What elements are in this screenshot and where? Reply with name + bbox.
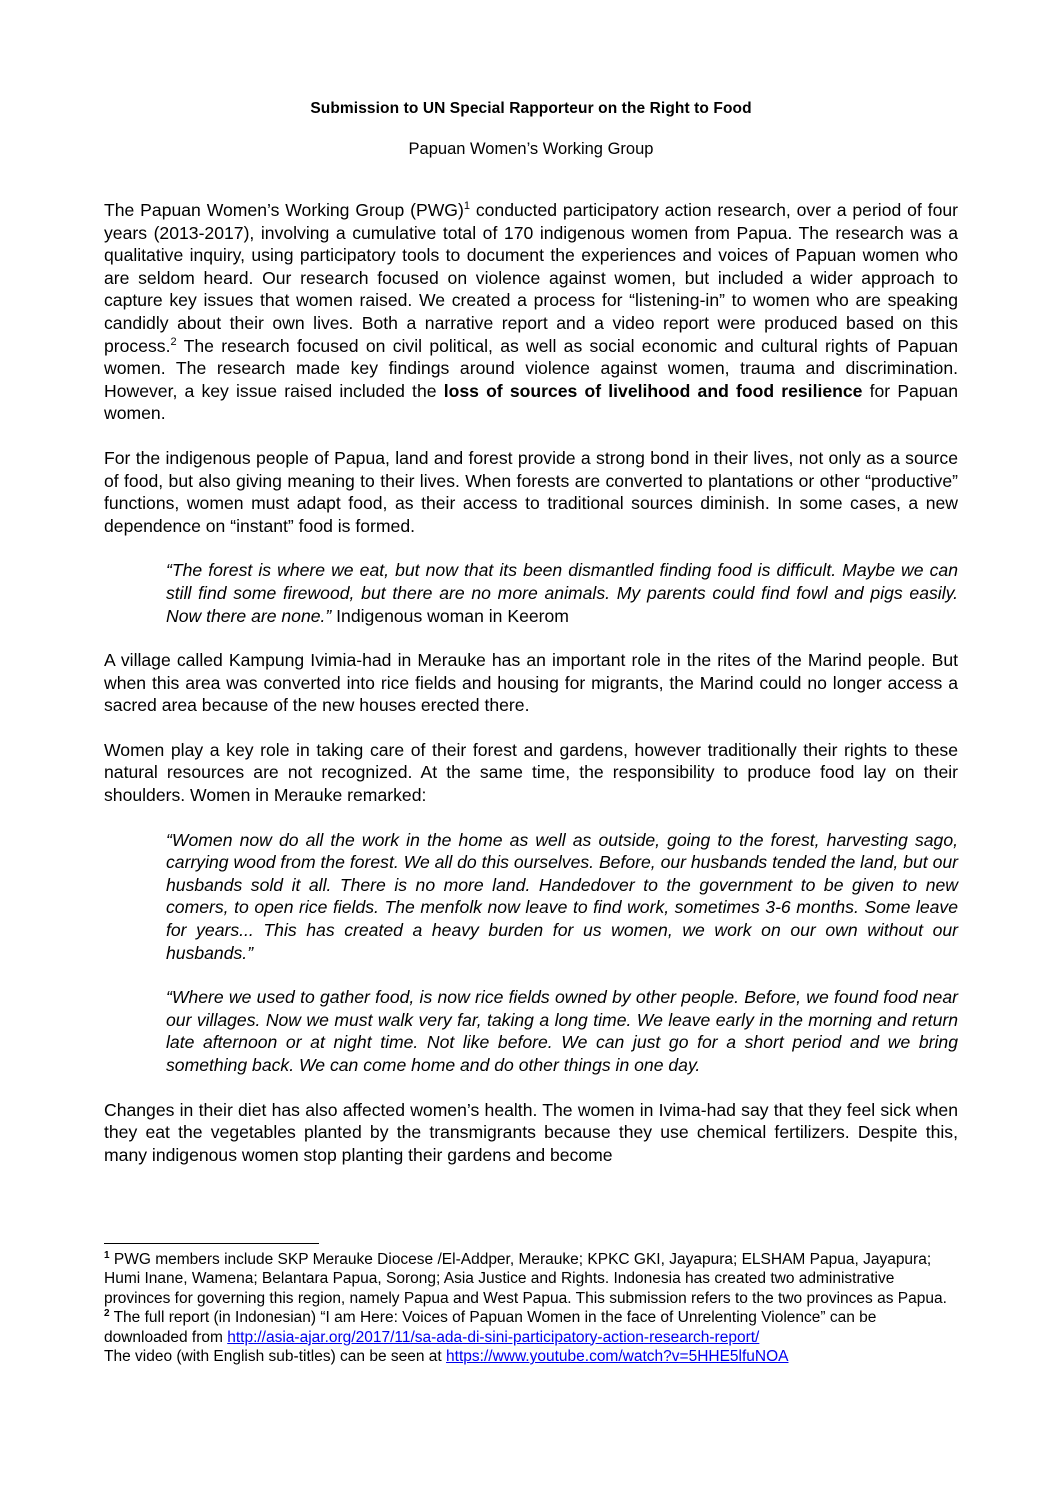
paragraph-health: Changes in their diet has also affected women’s health. The women in Ivima-had say that they feel sick when they eat the vegetables planted by the transmigrants because they use chemical fertilizers. Despite this, many indigenous women stop planting their gardens and become: [104, 1099, 958, 1165]
intro-bold-phrase: loss of sources of livelihood and food resilience: [443, 380, 863, 401]
footnote-2: [104, 1308, 958, 1366]
footnote-ref-2[interactable]: 2: [170, 335, 177, 348]
paragraph-land-forest: For the indigenous people of Papua, land and forest provide a strong bond in their lives, not only as a source of food, but also giving meaning to their lives. When forests are converted to plantations or other “productive” functions, women must adapt food, as their access to traditional sources diminish. In some cases, a new dependence on “instant” food is formed.: [104, 447, 958, 536]
footnote-1-mark: 1: [104, 1249, 110, 1261]
footnote-divider: [104, 1243, 319, 1244]
document-subtitle: Papuan Women’s Working Group: [408, 140, 654, 158]
quote-merauke-work: “Women now do all the work in the home as well as outside, going to the forest, harvesting sago, carrying wood from the forest. We all do this ourselves. Before, our husbands tended the land, but our husbands sold it all. There is no more land. Handedover to the government to be given to new comers, to open rice fields. The menfolk now leave to find work, sometimes 3-6 months. Some leave for years... This has created a heavy burden for us women, we work on our own without our husbands.”: [166, 829, 958, 963]
youtube-video-link[interactable]: https://www.youtube.com/watch?v=5HHE5lfuNOA: [446, 1348, 789, 1366]
quote-merauke-food: “Where we used to gather food, is now rice fields owned by other people. Before, we found food near our villages. Now we must walk very far, taking a long time. We leave early in the morning and return late afternoon or at night time. Not like before. We can just go for a short period and we bring something back. We can come home and do other things in one day.: [166, 987, 958, 1075]
footnotes: [104, 1250, 958, 1366]
footnote-1-text: PWG members include SKP Merauke Diocese /El-Addper, Merauke; KPKC GKI, Jayapura; ELSHAM Papua, Jayapura; Humi Inane, Wamena; Belantara Papua, Sorong; Asia Justice and Rights. Indonesia has created two administrative provinces for governing this region, namely Papua and West Papua. This submission refers to the two provinces as Papua.: [104, 1251, 947, 1307]
footnote-ref-1[interactable]: 1: [463, 200, 470, 213]
report-download-link[interactable]: http://asia-ajar.org/2017/11/sa-ada-di-sini-participatory-action-research-report/: [227, 1328, 760, 1346]
quote-keerom-attribution: Indigenous woman in Keerom: [336, 605, 569, 626]
quote-keerom: [104, 559, 958, 627]
document-body: [104, 100, 958, 1188]
footnote-1: [104, 1250, 958, 1308]
document-title: Submission to UN Special Rapporteur on the Right to Food: [310, 100, 752, 117]
intro-text-start: The Papuan Women’s Working Group (PWG): [104, 200, 464, 220]
intro-text-after: The research focused on civil political, as well as social economic and cultural rights of Papuan women. The research made key findings around violence against women, trauma and discrimination. However, a key issue raised included the: [104, 335, 958, 401]
intro-text-mid: conducted participatory action research, over a period of four years (2013-2017), involving a cumulative total of 170 indigenous women from Papua. The research was a qualitative inquiry, using participatory tools to document the experiences and voices of Papuan women who are seldom heard. Our research focused on violence against women, but included a wider approach to capture key issues that women raised. We created a process for “listening-in” to women who are speaking candidly about their own lives. Both a narrative report and a video report were produced based on this process.: [104, 200, 958, 356]
quote-keerom-text: “The forest is where we eat, but now that its been dismantled finding food is difficult. Maybe we can still find some firewood, but there are no more animals. My parents could find fowl and pigs easily. Now there are none.”: [166, 560, 958, 626]
paragraph-women-role: Women play a key role in taking care of their forest and gardens, however traditionally their rights to these natural resources are not recognized. At the same time, the responsibility to produce food lay on their shoulders. Women in Merauke remarked:: [104, 739, 958, 806]
footnote-2-video-text: The video (with English sub-titles) can be seen at: [104, 1348, 447, 1366]
paragraph-village: A village called Kampung Ivimia-had in Merauke has an important role in the rites of the Marind people. But when this area was converted into rice fields and housing for migrants, the Marind could no longer access a sacred area because of the new houses erected there.: [104, 650, 958, 716]
paragraph-intro: [104, 199, 958, 425]
footnote-2-text: The full report (in Indonesian) “I am Here: Voices of Papuan Women in the face of Unrelenting Violence” can be downloaded from: [104, 1309, 877, 1346]
footnote-2-mark: 2: [104, 1308, 110, 1320]
intro-text-end: for Papuan women.: [104, 380, 958, 424]
